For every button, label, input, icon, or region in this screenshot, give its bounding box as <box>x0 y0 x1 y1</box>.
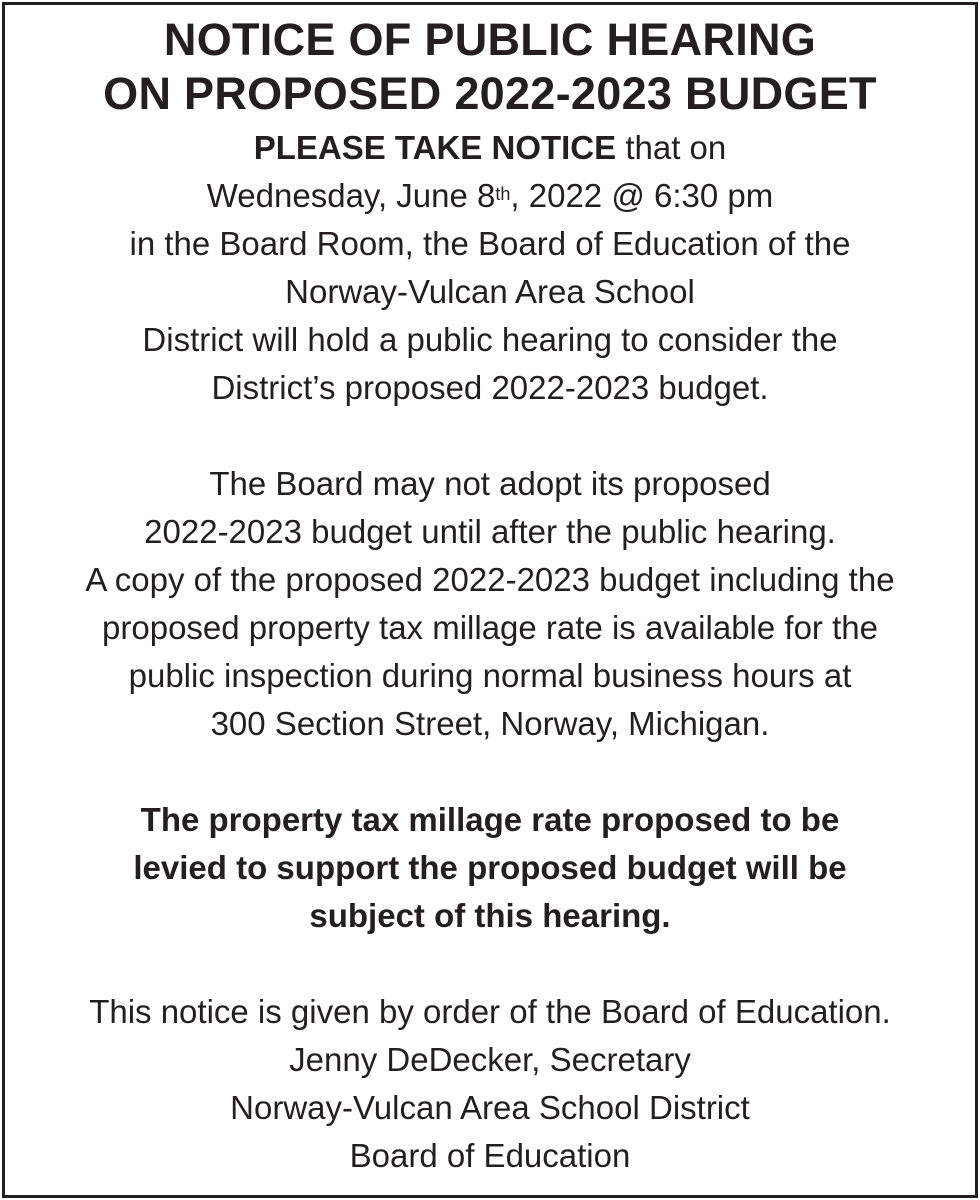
signature-line: Norway-Vulcan Area School District <box>230 1089 750 1126</box>
notice-title <box>5 13 975 121</box>
p2-line: public inspection during normal business hours at <box>128 657 852 694</box>
intro-line-6: District’s proposed 2022-2023 budget. <box>211 369 769 406</box>
p2-line: 300 Section Street, Norway, Michigan. <box>210 705 770 742</box>
p3-line: The property tax millage rate proposed to be <box>140 801 840 838</box>
p2-line: proposed property tax millage rate is available for the <box>102 609 878 646</box>
hearing-date <box>5 172 975 220</box>
date-ordinal: th <box>495 184 511 204</box>
signature-line: This notice is given by order of the Board of Education. <box>89 993 891 1030</box>
date-prefix: Wednesday, June 8 <box>206 177 496 214</box>
signature-line: Board of Education <box>349 1137 631 1174</box>
public-notice <box>2 2 978 1198</box>
title-line-2: ON PROPOSED 2022-2023 BUDGET <box>103 68 877 119</box>
p3-line: levied to support the proposed budget will be <box>133 849 847 886</box>
p2-line: The Board may not adopt its proposed <box>209 465 771 502</box>
spacer <box>5 412 975 460</box>
intro-line-5: District will hold a public hearing to consider the <box>142 321 838 358</box>
title-line-1: NOTICE OF PUBLIC HEARING <box>163 14 817 65</box>
p3-line: subject of this hearing. <box>309 897 671 934</box>
intro-line-3: in the Board Room, the Board of Education of the <box>129 225 851 262</box>
please-take-notice: PLEASE TAKE NOTICE <box>253 129 617 166</box>
spacer <box>5 748 975 796</box>
intro-line-1 <box>5 124 975 172</box>
intro-line-4: Norway-Vulcan Area School <box>285 273 695 310</box>
spacer <box>5 940 975 988</box>
signature-block <box>5 988 975 1180</box>
intro-lead-rest: that on <box>616 129 727 166</box>
intro-paragraph <box>5 124 975 412</box>
date-rest: , 2022 @ 6:30 pm <box>510 177 774 214</box>
budget-availability-paragraph <box>5 460 975 748</box>
p2-line: A copy of the proposed 2022-2023 budget including the <box>85 561 895 598</box>
millage-paragraph <box>5 796 975 940</box>
signature-line: Jenny DeDecker, Secretary <box>289 1041 691 1078</box>
p2-line: 2022-2023 budget until after the public hearing. <box>144 513 836 550</box>
